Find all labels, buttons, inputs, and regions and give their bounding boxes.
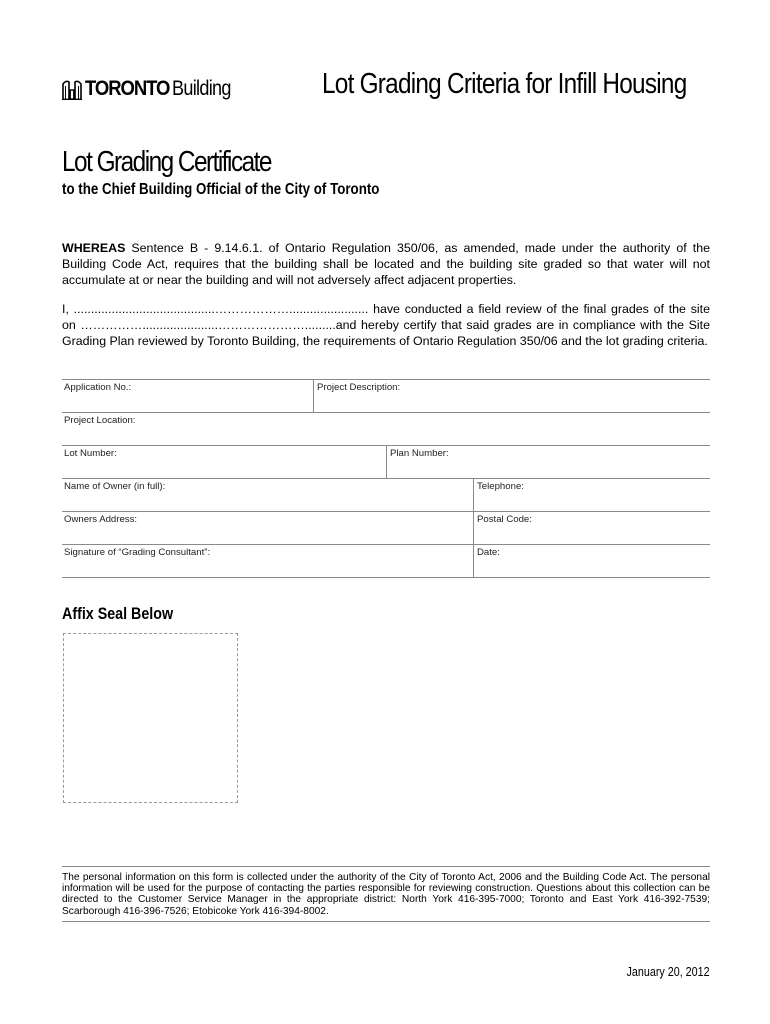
owner-name-field[interactable]: Name of Owner (in full): [64,481,166,492]
seal-heading: Affix Seal Below [62,604,174,623]
privacy-notice: The personal information on this form is collected under the authority of the City of Toronto Act, 2006 and the Building Code Act. The personal information will be used for the purpose of contacting the parties responsible for reviewing construction. Questions about this collection can be directed to the Customer Service Manager in the appropriate district: North York 416-395-7000; Toronto and East York 416-392-7539; Scarborough 416-396-7526; Etobicoke York 416-394-8002. [62,872,710,917]
footer-rule [62,866,710,867]
table-rule [62,577,710,578]
whereas-label: WHEREAS [62,241,126,255]
application-no-field[interactable]: Application No.: [64,382,132,393]
plan-number-field[interactable]: Plan Number: [390,448,449,459]
project-location-field[interactable]: Project Location: [64,415,136,426]
project-description-field[interactable]: Project Description: [317,382,401,393]
logo-toronto-text: TORONTO [85,77,170,100]
footer-rule [62,921,710,922]
telephone-field[interactable]: Telephone: [477,481,524,492]
whereas-paragraph [62,240,710,288]
table-rule [62,544,710,545]
lot-number-field[interactable]: Lot Number: [64,448,117,459]
table-rule [62,511,710,512]
toronto-building-logo [62,70,240,100]
table-rule [62,412,710,413]
city-hall-icon [62,78,82,100]
logo-building-text: Building [171,77,231,100]
table-divider [386,445,387,478]
postal-code-field[interactable]: Postal Code: [477,514,532,525]
signature-field[interactable]: Signature of “Grading Consultant”: [64,547,211,558]
date-field[interactable]: Date: [477,547,500,558]
certify-paragraph: I, .........................................………………....................... have conducted a field review of the final grades of the site on ……………......................………………….........and hereby certify that said grades are in compliance with the Site Grading Plan reviewed by Toronto Building, the requirements of Ontario Regulation 350/06 and the lot grading criteria. [62,302,710,348]
seal-box [63,633,238,803]
revision-date: January 20, 2012 [626,965,710,979]
whereas-text: Sentence B - 9.14.6.1. of Ontario Regulation 350/06, as amended, made under the authority of the Building Code Act, requires that the building shall be located and the building site graded so that water will not accumulate at or near the building and will not adversely affect adjacent properties. [62,241,710,287]
certificate-subtitle: to the Chief Building Official of the City of Toronto [62,181,380,198]
table-rule [62,478,710,479]
document-heading: Lot Grading Criteria for Infill Housing [322,68,687,100]
table-divider [313,379,314,412]
owners-address-field[interactable]: Owners Address: [64,514,138,525]
table-divider [473,478,474,577]
certificate-title: Lot Grading Certificate [62,146,271,178]
table-rule [62,379,710,380]
